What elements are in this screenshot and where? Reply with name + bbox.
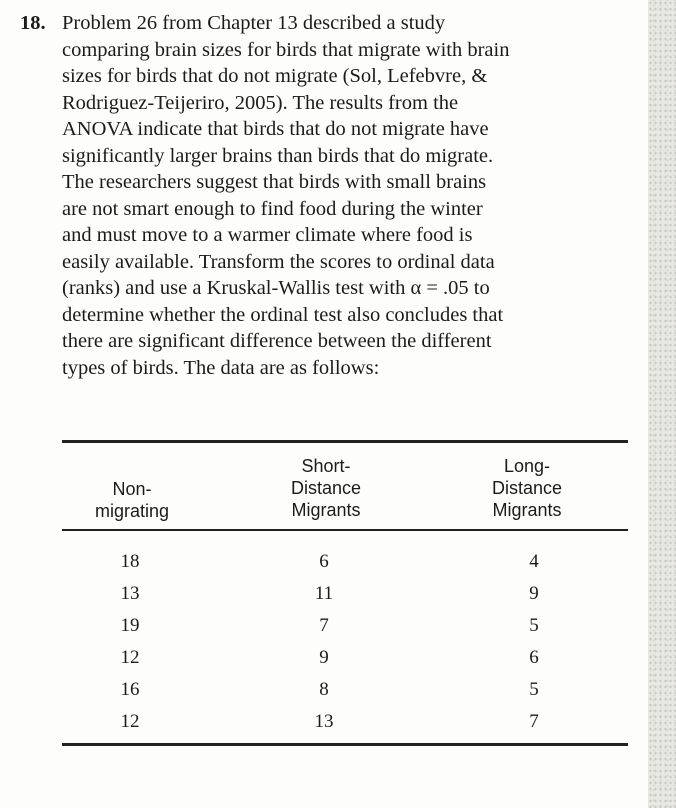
table-bottom-rule	[62, 743, 628, 746]
header-line: migrating	[94, 501, 170, 521]
problem-line: Rodriguez-Teijeriro, 2005). The results from the	[62, 91, 459, 114]
problem-line: The researchers suggest that birds with small brains	[62, 171, 487, 193]
table-cell: 4	[529, 551, 539, 572]
problem-text	[62, 10, 630, 381]
header-short-distance-migrants	[266, 455, 386, 521]
column-short-distance-migrants	[298, 546, 350, 738]
problem-line: easily available. Transform the scores to ordinal data	[62, 250, 495, 273]
header-long-distance-migrants	[462, 455, 592, 521]
problem-line: (ranks) and use a Kruskal-Wallis test with α = .05 to	[62, 277, 490, 299]
table-cell: 7	[529, 711, 539, 732]
problem-line: determine whether the ordinal test also concludes that	[62, 303, 504, 326]
table-cell: 9	[529, 583, 539, 604]
table-cell: 11	[314, 583, 334, 604]
table-cell: 13	[314, 711, 334, 732]
column-non-migrating	[104, 546, 156, 738]
problem-line: comparing brain sizes for birds that migrate with brain	[62, 38, 510, 61]
table-cell: 19	[120, 615, 140, 636]
table-cell: 6	[319, 551, 329, 572]
table-cell: 5	[529, 615, 539, 636]
column-long-distance-migrants	[508, 546, 560, 738]
problem-number: 18.	[20, 12, 46, 34]
problem-line: ANOVA indicate that birds that do not migrate have	[62, 118, 489, 140]
page-gutter	[648, 0, 676, 808]
header-line: Distance	[491, 478, 563, 498]
problem-18	[20, 10, 630, 381]
problem-line: are not smart enough to find food during the winter	[62, 197, 483, 220]
table-cell: 6	[529, 647, 539, 668]
header-line: Non-	[112, 479, 152, 499]
header-line: Migrants	[291, 500, 361, 520]
table-header-rule	[62, 529, 628, 531]
table-cell: 16	[120, 679, 140, 700]
table-cell: 12	[120, 711, 140, 732]
problem-line: sizes for birds that do not migrate (Sol, Lefebvre, &	[62, 65, 488, 87]
table-cell: 7	[319, 615, 329, 636]
problem-line: and must move to a warmer climate where food is	[62, 224, 473, 246]
problem-line: Problem 26 from Chapter 13 described a study	[62, 12, 446, 34]
problem-line: there are significant difference between the different	[62, 330, 492, 352]
table-cell: 12	[120, 647, 140, 668]
header-line: Distance	[290, 478, 362, 498]
header-non-migrating	[72, 478, 192, 522]
header-line: Short-	[301, 456, 351, 476]
table-cell: 18	[120, 551, 140, 572]
table-top-rule	[62, 440, 628, 443]
header-line: Long-	[503, 456, 551, 476]
table-cell: 5	[529, 679, 539, 700]
table-cell: 8	[319, 679, 329, 700]
problem-line: significantly larger brains than birds that do migrate.	[62, 144, 494, 167]
header-line: Migrants	[492, 500, 562, 520]
table-cell: 9	[319, 647, 329, 668]
problem-line: types of birds. The data are as follows:	[62, 356, 380, 379]
table-cell: 13	[120, 583, 140, 604]
